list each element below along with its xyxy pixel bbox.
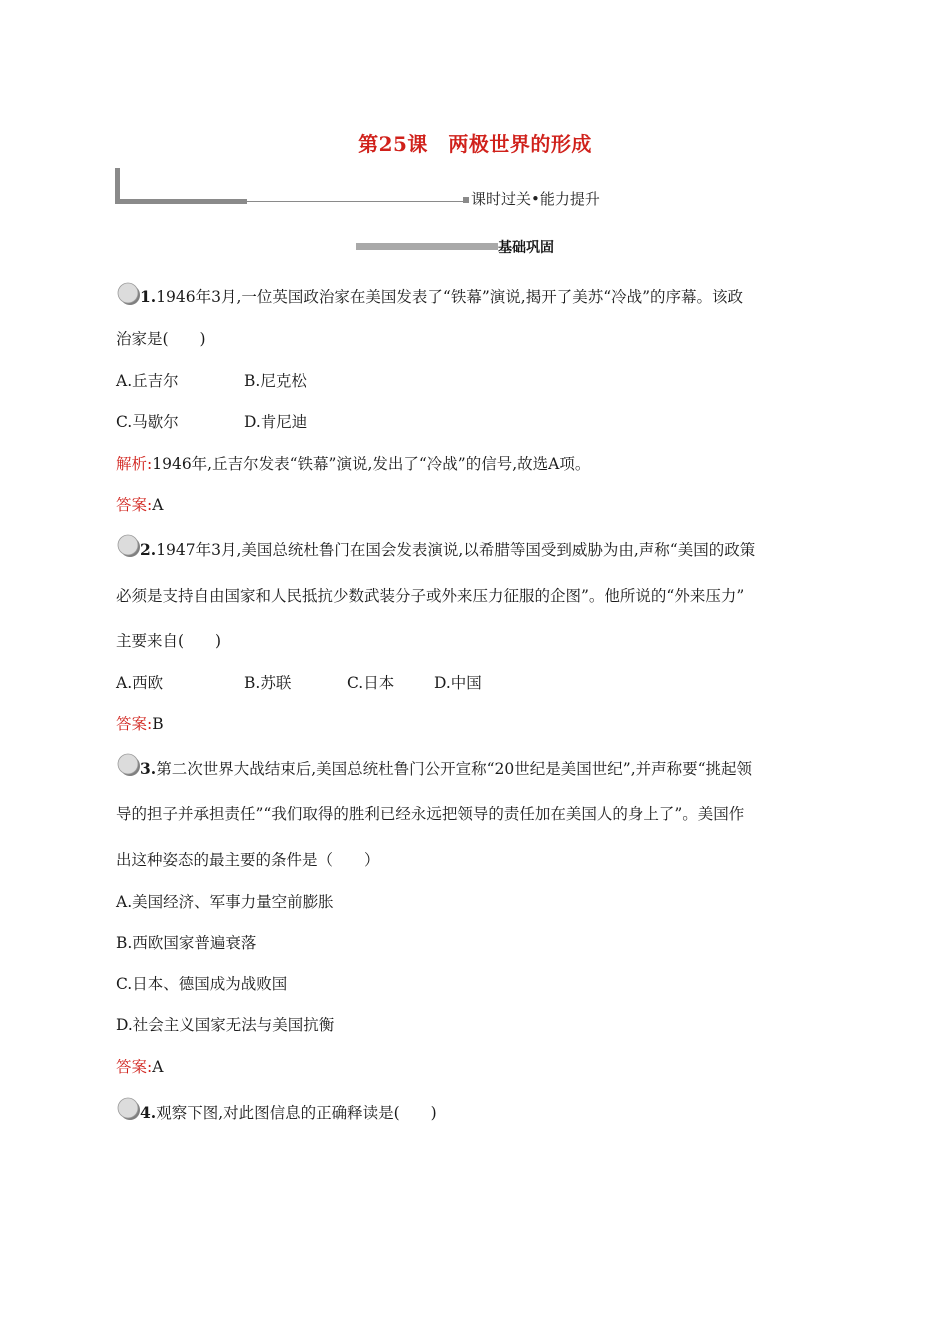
question-1-option-d: D.肯尼迪: [244, 413, 308, 431]
question-circle-icon: [116, 533, 141, 558]
question-2-option-c: C.日本: [347, 674, 395, 692]
question-2-option-b: B.苏联: [244, 674, 292, 692]
question-3-answer: 答案:A: [116, 1058, 164, 1076]
question-1-analysis: 解析:1946年,丘吉尔发表“铁幕”演说,发出了“冷战”的信号,故选A项。: [116, 455, 591, 473]
question-circle-icon: [116, 752, 141, 777]
question-1-option-a: A.丘吉尔: [116, 372, 179, 390]
question-3-option-b: B.西欧国家普遍衰落: [116, 934, 257, 952]
question-3-stem-line-3: 出这种姿态的最主要的条件是（ ）: [116, 851, 380, 869]
question-1-option-c: C.马歇尔: [116, 413, 179, 431]
question-1-stem-line-2: 治家是( ): [116, 330, 206, 348]
question-1-stem-line-1: 1.1946年3月,一位英国政治家在美国发表了“铁幕”演说,揭开了美苏“冷战”的序幕。该政: [140, 287, 744, 306]
question-1-option-b: B.尼克松: [244, 372, 307, 390]
section-bar: [356, 243, 498, 250]
question-3-stem-line-2: 导的担子并承担责任”“我们取得的胜利已经永远把领导的责任加在美国人的身上了”。美国作: [116, 805, 745, 823]
question-2-stem-line-3: 主要来自( ): [116, 632, 222, 650]
banner-label: 课时过关•能力提升: [471, 190, 600, 208]
question-3-option-a: A.美国经济、军事力量空前膨胀: [116, 893, 334, 911]
question-4-number: 4.: [140, 1103, 157, 1122]
question-circle-icon: [116, 1096, 141, 1121]
question-3-number: 3.: [140, 759, 157, 778]
answer-label: 答案:: [116, 496, 153, 514]
question-2-number: 2.: [140, 540, 157, 559]
answer-label: 答案:: [116, 1058, 153, 1076]
banner-square-marker: [463, 197, 469, 203]
section-title: 基础巩固: [498, 240, 554, 256]
question-4-stem-line-1: 4.观察下图,对此图信息的正确释读是( ): [140, 1103, 437, 1122]
analysis-label: 解析:: [116, 455, 153, 473]
question-2-stem-line-2: 必须是支持自由国家和人民抵抗少数武装分子或外来压力征服的企图”。他所说的“外来压力”: [116, 587, 745, 605]
question-3-stem-line-1: 3.第二次世界大战结束后,美国总统杜鲁门公开宣称“20世纪是美国世纪”,并声称要“挑起领: [140, 759, 753, 778]
question-2-answer: 答案:B: [116, 715, 164, 733]
question-1-answer: 答案:A: [116, 496, 164, 514]
page-title: 第25课 两极世界的形成: [358, 132, 592, 156]
question-3-option-d: D.社会主义国家无法与美国抗衡: [116, 1016, 335, 1034]
question-2-option-d: D.中国: [434, 674, 482, 692]
question-2-stem-line-1: 2.1947年3月,美国总统杜鲁门在国会发表演说,以希腊等国受到威胁为由,声称“美国的政策: [140, 540, 756, 559]
answer-label: 答案:: [116, 715, 153, 733]
question-circle-icon: [116, 281, 141, 306]
banner-thin-rule: [247, 201, 463, 202]
question-3-option-c: C.日本、德国成为战败国: [116, 975, 288, 993]
question-1-number: 1.: [140, 287, 157, 306]
banner-thick-rule: [115, 199, 247, 204]
question-2-option-a: A.西欧: [116, 674, 164, 692]
